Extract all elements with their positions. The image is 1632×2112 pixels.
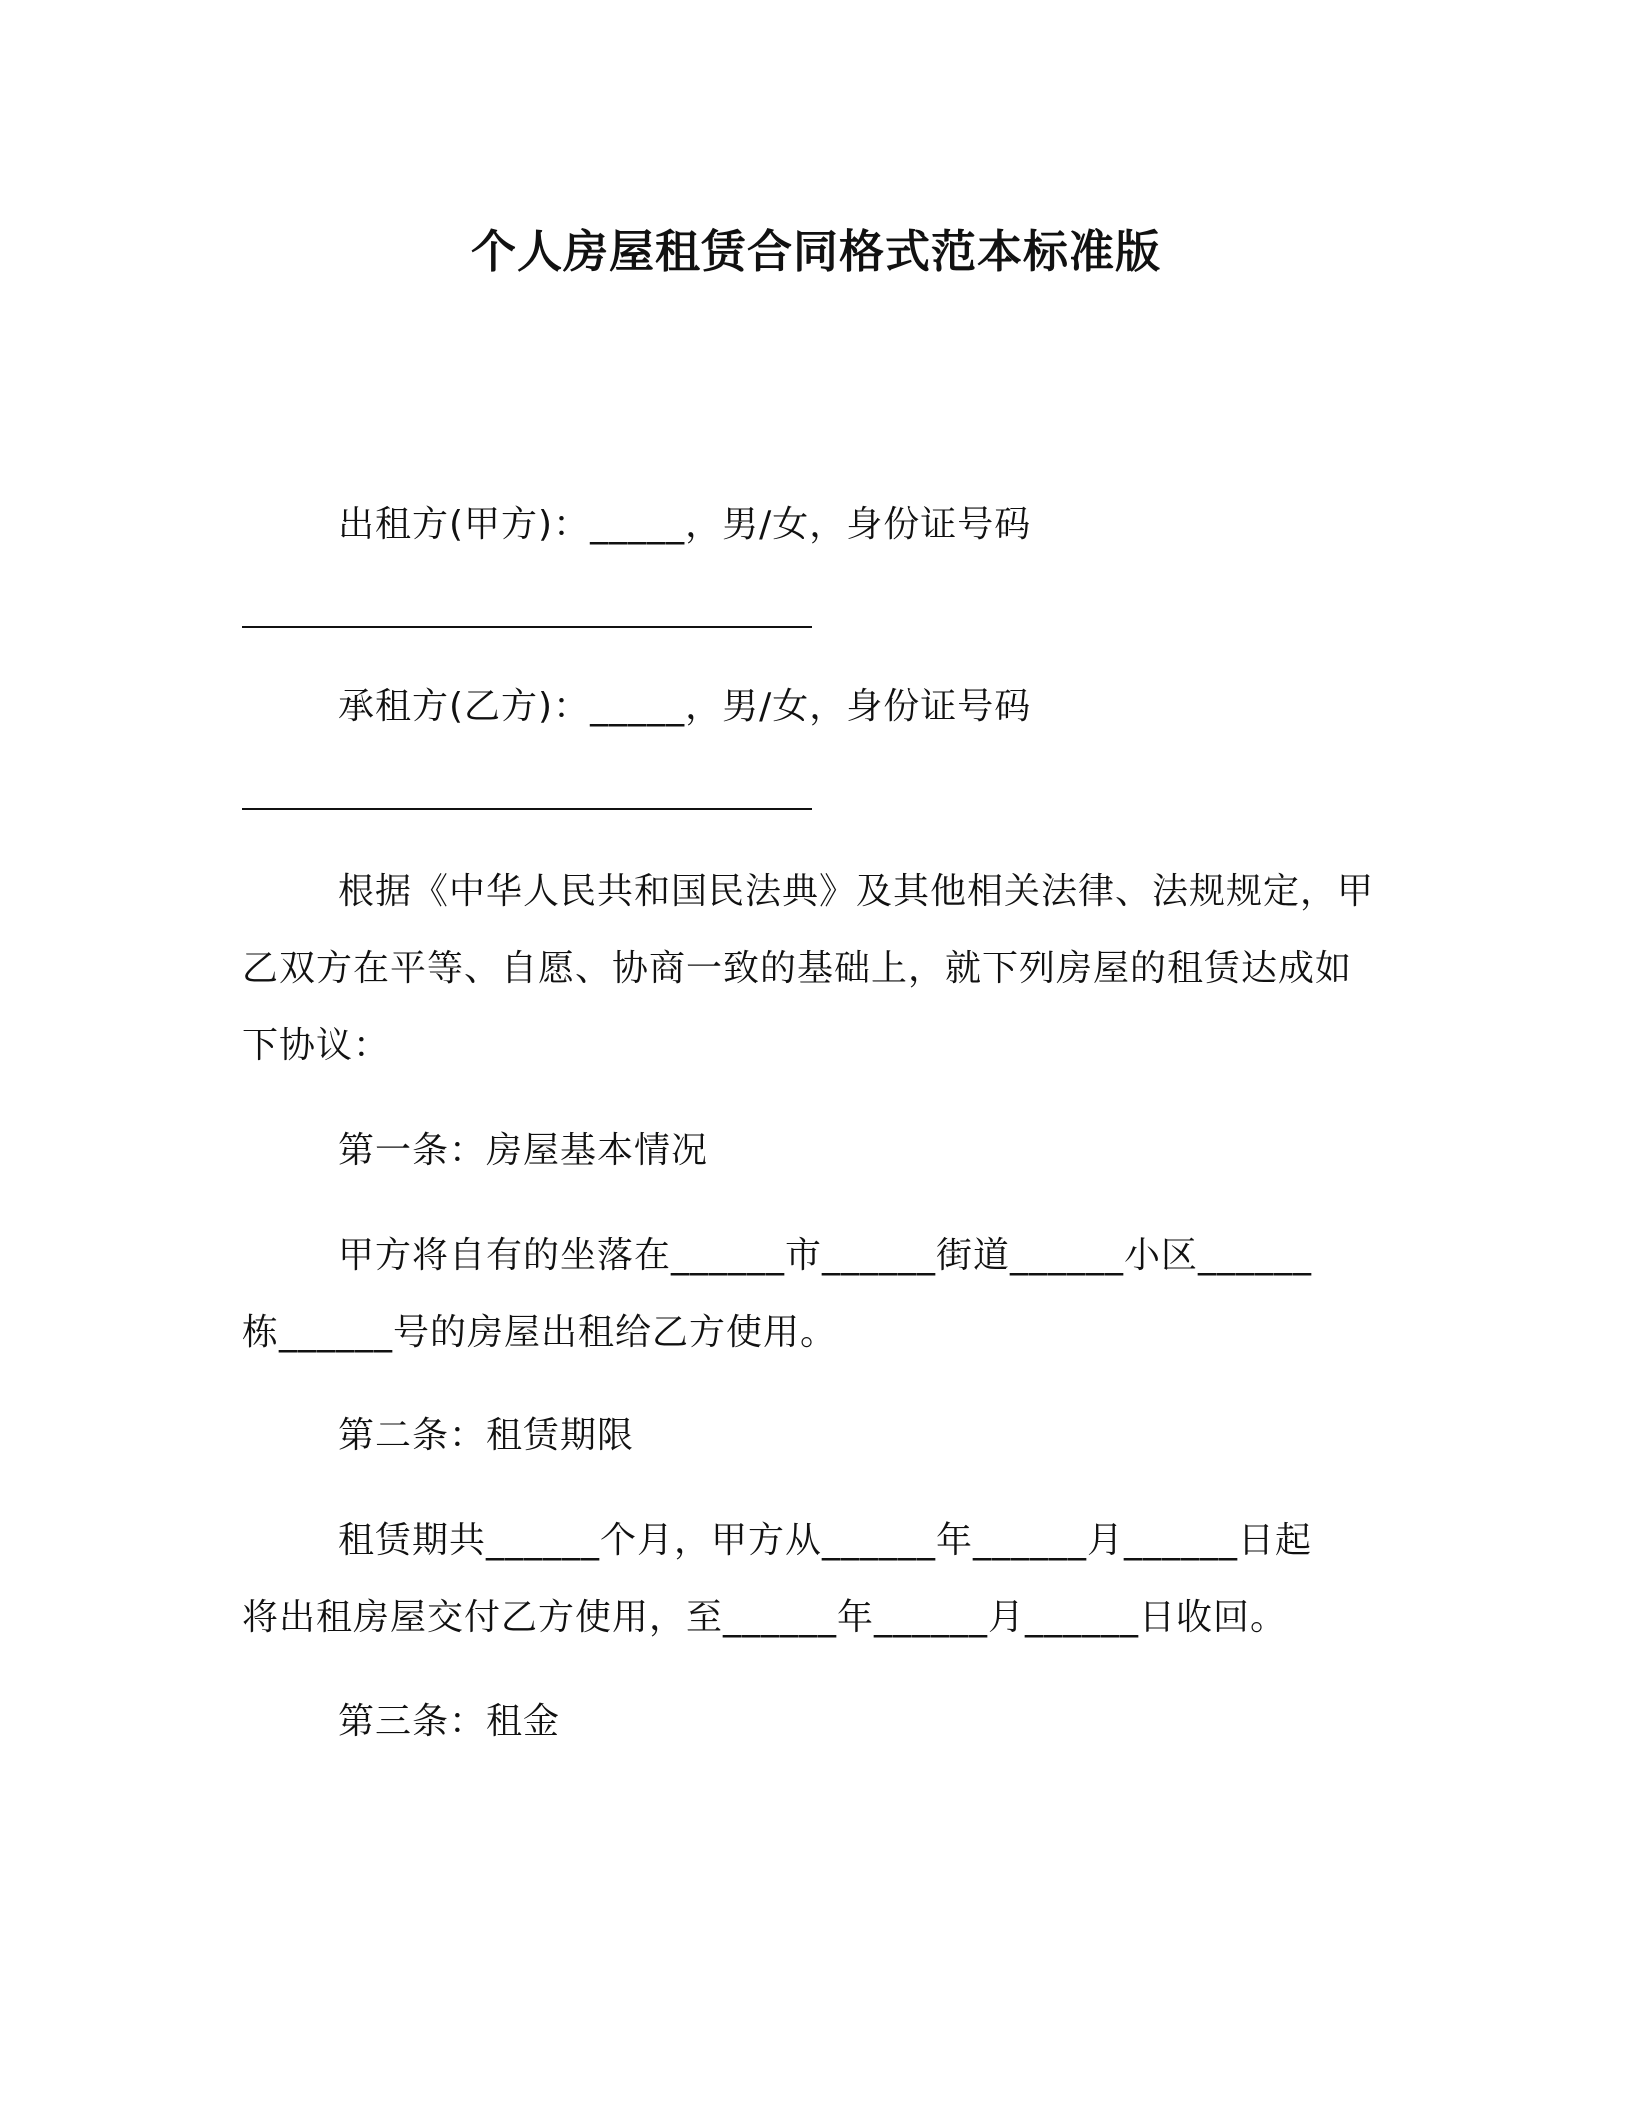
article2-line-1: 租赁期共______个月，甲方从______年______月______日起 [338, 1520, 1313, 1561]
preamble-line-1: 根据《中华人民共和国民法典》及其他相关法律、法规规定，甲 [338, 871, 1375, 912]
preamble-line-3: 下协议： [242, 1025, 391, 1066]
party-a-id-blank-line [242, 626, 812, 628]
preamble-line-2: 乙双方在平等、自愿、协商一致的基础上，就下列房屋的租赁达成如 [242, 948, 1353, 989]
party-b-id-blank-line [242, 808, 812, 810]
article2-heading: 第二条：租赁期限 [338, 1415, 635, 1456]
article1-heading: 第一条：房屋基本情况 [338, 1130, 709, 1171]
article3-heading: 第三条：租金 [338, 1701, 561, 1742]
article1-line-1: 甲方将自有的坐落在______市______街道______小区______ [338, 1235, 1313, 1276]
article1-line-2: 栋______号的房屋出租给乙方使用。 [242, 1312, 838, 1353]
article2-line-2: 将出租房屋交付乙方使用，至______年______月______日收回。 [242, 1597, 1288, 1638]
party-b-line: 承租方(乙方)：_____，男/女，身份证号码 [338, 686, 1032, 727]
document-title: 个人房屋租赁合同格式范本标准版 [470, 225, 1161, 278]
party-a-line: 出租方(甲方)：_____，男/女，身份证号码 [338, 504, 1032, 545]
